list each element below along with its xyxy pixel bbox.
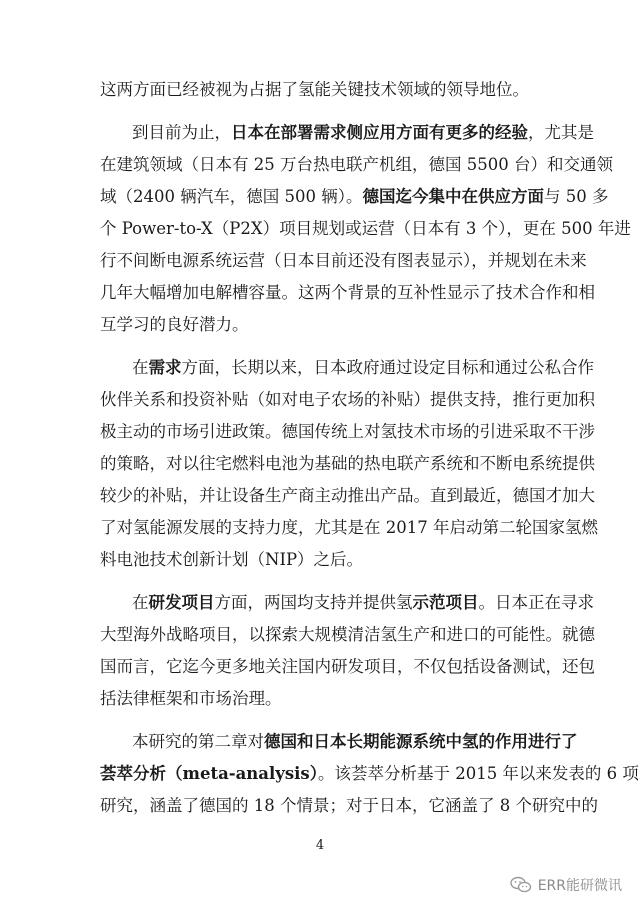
text-segment: 在建筑领域（日本有 25 万台热电联产机组，德国 5500 台）和交通领	[100, 155, 613, 174]
text-line	[100, 794, 598, 818]
text-line	[100, 420, 595, 444]
watermark	[510, 875, 622, 895]
text-line	[100, 516, 598, 540]
text-segment: 大型海外战略项目，以探索大规模清洁氢生产和进口的可能性。就德	[100, 625, 595, 644]
bold-text: 示范项目	[412, 593, 479, 612]
text-segment: 括法律框架和市场治理。	[100, 689, 282, 708]
text-segment: 。日本正在寻求	[478, 593, 594, 612]
bold-text: 荟萃分析（meta-analysis）	[100, 764, 318, 783]
text-line	[100, 623, 595, 647]
text-line	[100, 762, 639, 786]
text-segment: 个 Power-to-X（P2X）项目规划或运营（日本有 3 个），更在 500 年进	[100, 219, 631, 238]
text-segment: 国而言，它迄今更多地关注国内研发项目，不仅包括设备测试，还包	[100, 657, 595, 676]
bold-text: 需求	[148, 358, 182, 377]
text-line	[132, 356, 594, 380]
text-line	[132, 730, 578, 754]
text-segment: 料电池技术创新计划（NIP）之后。	[100, 550, 364, 569]
text-segment: 伙伴关系和投资补贴（如对电子农场的补贴）提供支持，推行更加积	[100, 390, 595, 409]
text-line	[100, 655, 595, 679]
text-line	[100, 153, 613, 177]
text-segment: ，尤其是	[528, 123, 594, 142]
bold-text: 日本在部署需求侧应用方面有更多的经验	[231, 123, 528, 142]
text-segment: 几年大幅增加电解槽容量。这两个背景的互补性显示了技术合作和相	[100, 283, 595, 302]
text-segment: 与 50 多	[543, 187, 609, 206]
bold-text: 德国迄今集中在供应方面	[362, 187, 544, 206]
text-segment: 在	[132, 593, 149, 612]
wechat-icon	[510, 876, 532, 894]
text-segment: 这两方面已经被视为占据了氢能关键技术领域的领导地位。	[100, 80, 529, 99]
text-segment: 互学习的良好潜力。	[100, 315, 249, 334]
text-line	[100, 388, 595, 412]
watermark-text: ERR能研微讯	[537, 878, 622, 894]
text-segment: 了对氢能源发展的支持力度，尤其是在 2017 年启动第二轮国家氢燃	[100, 518, 598, 537]
text-line	[132, 121, 594, 145]
text-segment: 的策略，对以往宅燃料电池为基础的热电联产系统和不断电系统提供	[100, 454, 595, 473]
text-line	[100, 484, 595, 508]
text-segment: 方面，长期以来，日本政府通过设定目标和通过公私合作	[181, 358, 594, 377]
text-segment: 到目前为止，	[132, 123, 231, 142]
text-line	[100, 452, 595, 476]
text-segment: 。该荟萃分析基于 2015 年以来发表的 6 项	[317, 764, 639, 783]
text-line	[100, 313, 560, 337]
text-segment: 行不间断电源系统运营（日本目前还没有图表显示），并规划在未来	[100, 251, 587, 270]
text-segment: 较少的补贴，并让设备生产商主动推出产品。直到最近，德国才加大	[100, 486, 595, 505]
text-line	[100, 548, 560, 572]
bold-text: 研发项目	[148, 593, 215, 612]
text-segment: 研究，涵盖了德国的 18 个情景；对于日本，它涵盖了 8 个研究中的	[100, 796, 598, 815]
text-line	[100, 217, 631, 241]
text-line	[100, 249, 587, 273]
text-segment: 方面，两国均支持并提供氢	[214, 593, 413, 612]
text-line	[132, 591, 594, 615]
text-line	[100, 78, 560, 102]
text-segment: 域（2400 辆汽车，德国 500 辆）。	[100, 187, 363, 206]
page-number: 4	[315, 838, 325, 853]
text-segment: 本研究的第二章对	[132, 732, 264, 751]
text-line	[100, 687, 560, 711]
text-line	[100, 185, 609, 209]
bold-text: 德国和日本长期能源系统中氢的作用进行了	[264, 732, 578, 751]
text-segment: 极主动的市场引进政策。德国传统上对氢技术市场的引进采取不干涉	[100, 422, 595, 441]
text-segment: 在	[132, 358, 149, 377]
text-line	[100, 281, 595, 305]
